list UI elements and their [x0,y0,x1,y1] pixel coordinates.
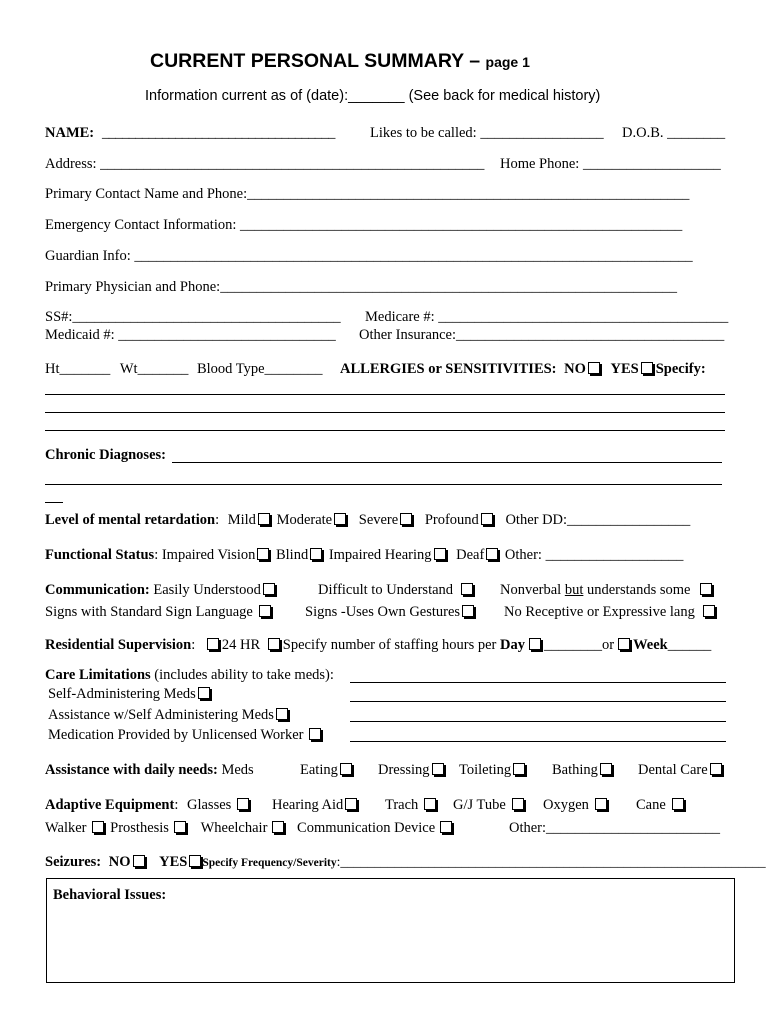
daily-eating-checkbox[interactable] [340,763,352,775]
retardation-other-field[interactable]: Other DD:_________________ [505,512,691,528]
physician-field[interactable]: Primary Physician and Phone:_______________________________________________________________ [45,279,677,295]
daily-bathing-checkbox[interactable] [600,763,612,775]
functional-other-field[interactable]: Other: ___________________ [504,547,684,563]
medicaid-field[interactable]: Medicaid #: ______________________________ [45,327,336,343]
care-assist-label: Assistance w/Self Administering Meds [48,707,274,723]
daily-meds-label: Meds [221,762,254,778]
communication-label: Communication: [45,582,150,598]
comm-no-receptive-checkbox[interactable] [703,605,715,617]
address-field[interactable]: Address: _____________________________________________________ [45,156,485,172]
adaptive-comm-device-checkbox[interactable] [440,821,452,833]
daily-dental-label: Dental Care [638,762,708,778]
comm-difficult-checkbox[interactable] [461,583,473,595]
care-self-admin [48,686,213,703]
residential-day-checkbox[interactable] [529,638,541,650]
care-unlicensed-checkbox[interactable] [309,728,321,740]
adaptive-gj-checkbox[interactable] [512,798,524,810]
comm-no-receptive-label: No Receptive or Expressive lang [504,604,695,620]
functional-deaf-label: Deaf [456,547,485,563]
care-unlicensed-label: Medication Provided by Unlicensed Worker [48,727,304,743]
comm-signs-standard-label: Signs with Standard Sign Language [45,604,253,620]
seizures-no-label: NO [108,854,131,870]
form-title [150,50,530,73]
daily-bathing [552,762,615,779]
residential-24hr-checkbox[interactable] [207,638,219,650]
seizures-no-checkbox[interactable] [133,855,145,867]
retardation-moderate-label: Moderate [276,512,333,528]
adaptive-prosthesis-label: Prosthesis [110,820,169,836]
residential-day-field[interactable]: ________or [543,637,615,653]
chronic-line-tail[interactable] [45,502,63,503]
communication-row-2 [45,604,274,621]
seizures-label: Seizures: [45,854,102,870]
dob-field[interactable]: D.O.B. ________ [622,125,726,141]
care-line-1[interactable] [350,682,726,683]
retardation-moderate-checkbox[interactable] [334,513,346,525]
blood-type-field[interactable]: Blood Type________ [196,361,323,377]
comm-difficult-label: Difficult to Understand [318,582,454,598]
care-assist-checkbox[interactable] [276,708,288,720]
comm-no-receptive [504,604,718,621]
retardation-profound-label: Profound [424,512,479,528]
chronic-line-2[interactable] [45,484,722,485]
care-unlicensed [48,727,324,744]
residential-row [45,637,711,654]
functional-blind-label: Blind [275,547,309,563]
adaptive-gj [453,797,527,814]
comm-nonverbal-label: Nonverbal [500,582,565,598]
comm-nonverbal-checkbox[interactable] [700,583,712,595]
residential-colon: : [191,637,196,653]
functional-hearing-label: Impaired Hearing [328,547,432,563]
weight-field[interactable]: Wt_______ [119,361,189,377]
adaptive-walker-label: Walker [45,820,87,836]
adaptive-oxygen-label: Oxygen [543,797,589,813]
comm-understands-label: understands some [586,582,691,598]
comm-difficult [318,582,476,599]
care-self-admin-checkbox[interactable] [198,687,210,699]
daily-toileting-checkbox[interactable] [513,763,525,775]
name-label: NAME: [45,125,95,141]
retardation-row [45,512,690,529]
daily-toileting-label: Toileting [459,762,512,778]
daily-dressing [378,762,447,779]
adaptive-comm-device-label: Communication Device [297,820,436,836]
allergies-line-1[interactable] [45,394,725,395]
care-assist [48,707,291,724]
seizures-yes-checkbox[interactable] [189,855,201,867]
form-subtitle: Information current as of (date):_______ (See back for medical history) [145,88,601,104]
care-line-3[interactable] [350,721,726,722]
comm-own-gestures [305,604,477,621]
retardation-severe-checkbox[interactable] [400,513,412,525]
care-line-4[interactable] [350,741,726,742]
daily-dressing-label: Dressing [378,762,430,778]
retardation-mild-label: Mild [227,512,256,528]
functional-row: Functional Status: Impaired Vision Blind Impaired Hearing Deaf Other: ___________________ [45,547,684,563]
allergies-label: ALLERGIES or SENSITIVITIES: [340,361,557,377]
adaptive-cane-checkbox[interactable] [672,798,684,810]
functional-hearing-checkbox[interactable] [434,548,446,560]
care-line-2[interactable] [350,701,726,702]
retardation-label: Level of mental retardation [45,512,216,528]
comm-signs-standard-checkbox[interactable] [259,605,271,617]
emergency-contact-field[interactable]: Emergency Contact Information: _____________________________________________________________ [45,217,683,233]
functional-vision-checkbox[interactable] [257,548,269,560]
chronic-line-1[interactable] [172,462,722,463]
residential-24hr-label: 24 HR [221,637,261,653]
residential-day-label: Day [499,637,525,653]
seizures-specify-field[interactable]: :_______________________________________________________________ [336,854,766,869]
primary-contact-field[interactable]: Primary Contact Name and Phone:_____________________________________________________________ [45,186,690,202]
likes-field[interactable]: Likes to be called: _________________ [370,125,604,141]
adaptive-cane [636,797,687,814]
behavioral-issues-label: Behavioral Issues: [53,887,167,903]
adaptive-trach [385,797,439,814]
title-main: CURRENT PERSONAL SUMMARY [150,50,464,72]
adaptive-gj-label: G/J Tube [453,797,506,813]
title-page: page 1 [485,54,530,70]
daily-dressing-checkbox[interactable] [432,763,444,775]
comm-own-gestures-label: Signs -Uses Own Gestures [305,604,461,620]
adaptive-walker-checkbox[interactable] [92,821,104,833]
comm-easily-label: Easily Understood [153,582,261,598]
retardation-colon: : [215,512,220,528]
allergies-specify-label: Specify: [655,361,706,377]
allergies-no-label: NO [564,361,586,377]
vitals-row [45,361,323,378]
ss-field[interactable]: SS#:_____________________________________ [45,309,341,325]
adaptive-prosthesis-checkbox[interactable] [174,821,186,833]
allergies-yes-checkbox[interactable] [641,362,653,374]
allergies-no-checkbox[interactable] [588,362,600,374]
adaptive-hearing-checkbox[interactable] [345,798,357,810]
seizures-yes-label: YES [159,854,188,870]
adaptive-glasses-checkbox[interactable] [237,798,249,810]
title-dash: – [463,50,486,72]
medicare-field[interactable]: Medicare #: ________________________________________ [365,309,729,325]
retardation-profound-checkbox[interactable] [481,513,493,525]
allergies-yes-label: YES [610,361,639,377]
adaptive-row-2 [45,820,455,837]
allergies-row [340,361,706,378]
other-insurance-field[interactable]: Other Insurance:_____________________________________ [359,327,725,343]
daily-eating [300,762,355,779]
adaptive-trach-label: Trach [385,797,419,813]
behavioral-issues-box[interactable] [46,878,735,983]
adaptive-hearing [272,797,360,814]
adaptive-oxygen-checkbox[interactable] [595,798,607,810]
care-paren: (includes ability to take meds): [150,667,334,683]
residential-week-checkbox[interactable] [618,638,630,650]
residential-week-label: Week [633,637,668,653]
care-self-admin-label: Self-Administering Meds [48,686,196,702]
retardation-mild-checkbox[interactable] [258,513,270,525]
care-row [45,667,334,684]
seizures-row [45,854,766,871]
adaptive-other-field[interactable]: Other:________________________ [509,820,721,836]
residential-specify-checkbox[interactable] [268,638,280,650]
comm-but-label: but [564,582,584,598]
functional-deaf-checkbox[interactable] [486,548,498,560]
height-field[interactable]: Ht_______ [45,361,111,377]
daily-toileting [459,762,528,779]
comm-nonverbal [500,582,715,599]
residential-label: Residential Supervision [45,637,192,653]
communication-row-1 [45,582,278,599]
adaptive-glasses-label: Glasses [186,797,232,813]
adaptive-colon: : [174,797,179,813]
comm-easily-checkbox[interactable] [263,583,275,595]
adaptive-trach-checkbox[interactable] [424,798,436,810]
daily-needs-label: Assistance with daily needs: [45,762,218,778]
daily-eating-label: Eating [300,762,338,778]
adaptive-hearing-label: Hearing Aid [272,797,344,813]
name-field[interactable]: ___________________________________ [102,125,335,141]
chronic-diagnoses-label: Chronic Diagnoses: [45,447,166,463]
name-row [45,125,94,142]
retardation-severe-label: Severe [358,512,399,528]
adaptive-row-1 [45,797,252,814]
residential-week-field[interactable]: ______ [667,637,712,653]
functional-vision-label: Impaired Vision [161,547,256,563]
daily-dental-checkbox[interactable] [710,763,722,775]
adaptive-wheelchair-checkbox[interactable] [272,821,284,833]
allergies-line-3[interactable] [45,430,725,431]
functional-label: Functional Status [45,547,155,563]
daily-dental [638,762,725,779]
daily-bathing-label: Bathing [552,762,598,778]
daily-needs-row [45,762,254,779]
adaptive-label: Adaptive Equipment [45,797,175,813]
residential-specify-label: Specify number of staffing hours per [282,637,497,653]
care-label: Care Limitations [45,667,151,683]
guardian-field[interactable]: Guardian Info: _____________________________________________________________________________ [45,248,693,264]
allergies-line-2[interactable] [45,412,725,413]
adaptive-wheelchair-label: Wheelchair [200,820,268,836]
seizures-specify-label: Specify Frequency/Severity [202,857,337,869]
adaptive-oxygen [543,797,610,814]
comm-own-gestures-checkbox[interactable] [462,605,474,617]
home-phone-field[interactable]: Home Phone: ___________________ [500,156,721,172]
functional-blind-checkbox[interactable] [310,548,322,560]
adaptive-cane-label: Cane [636,797,666,813]
